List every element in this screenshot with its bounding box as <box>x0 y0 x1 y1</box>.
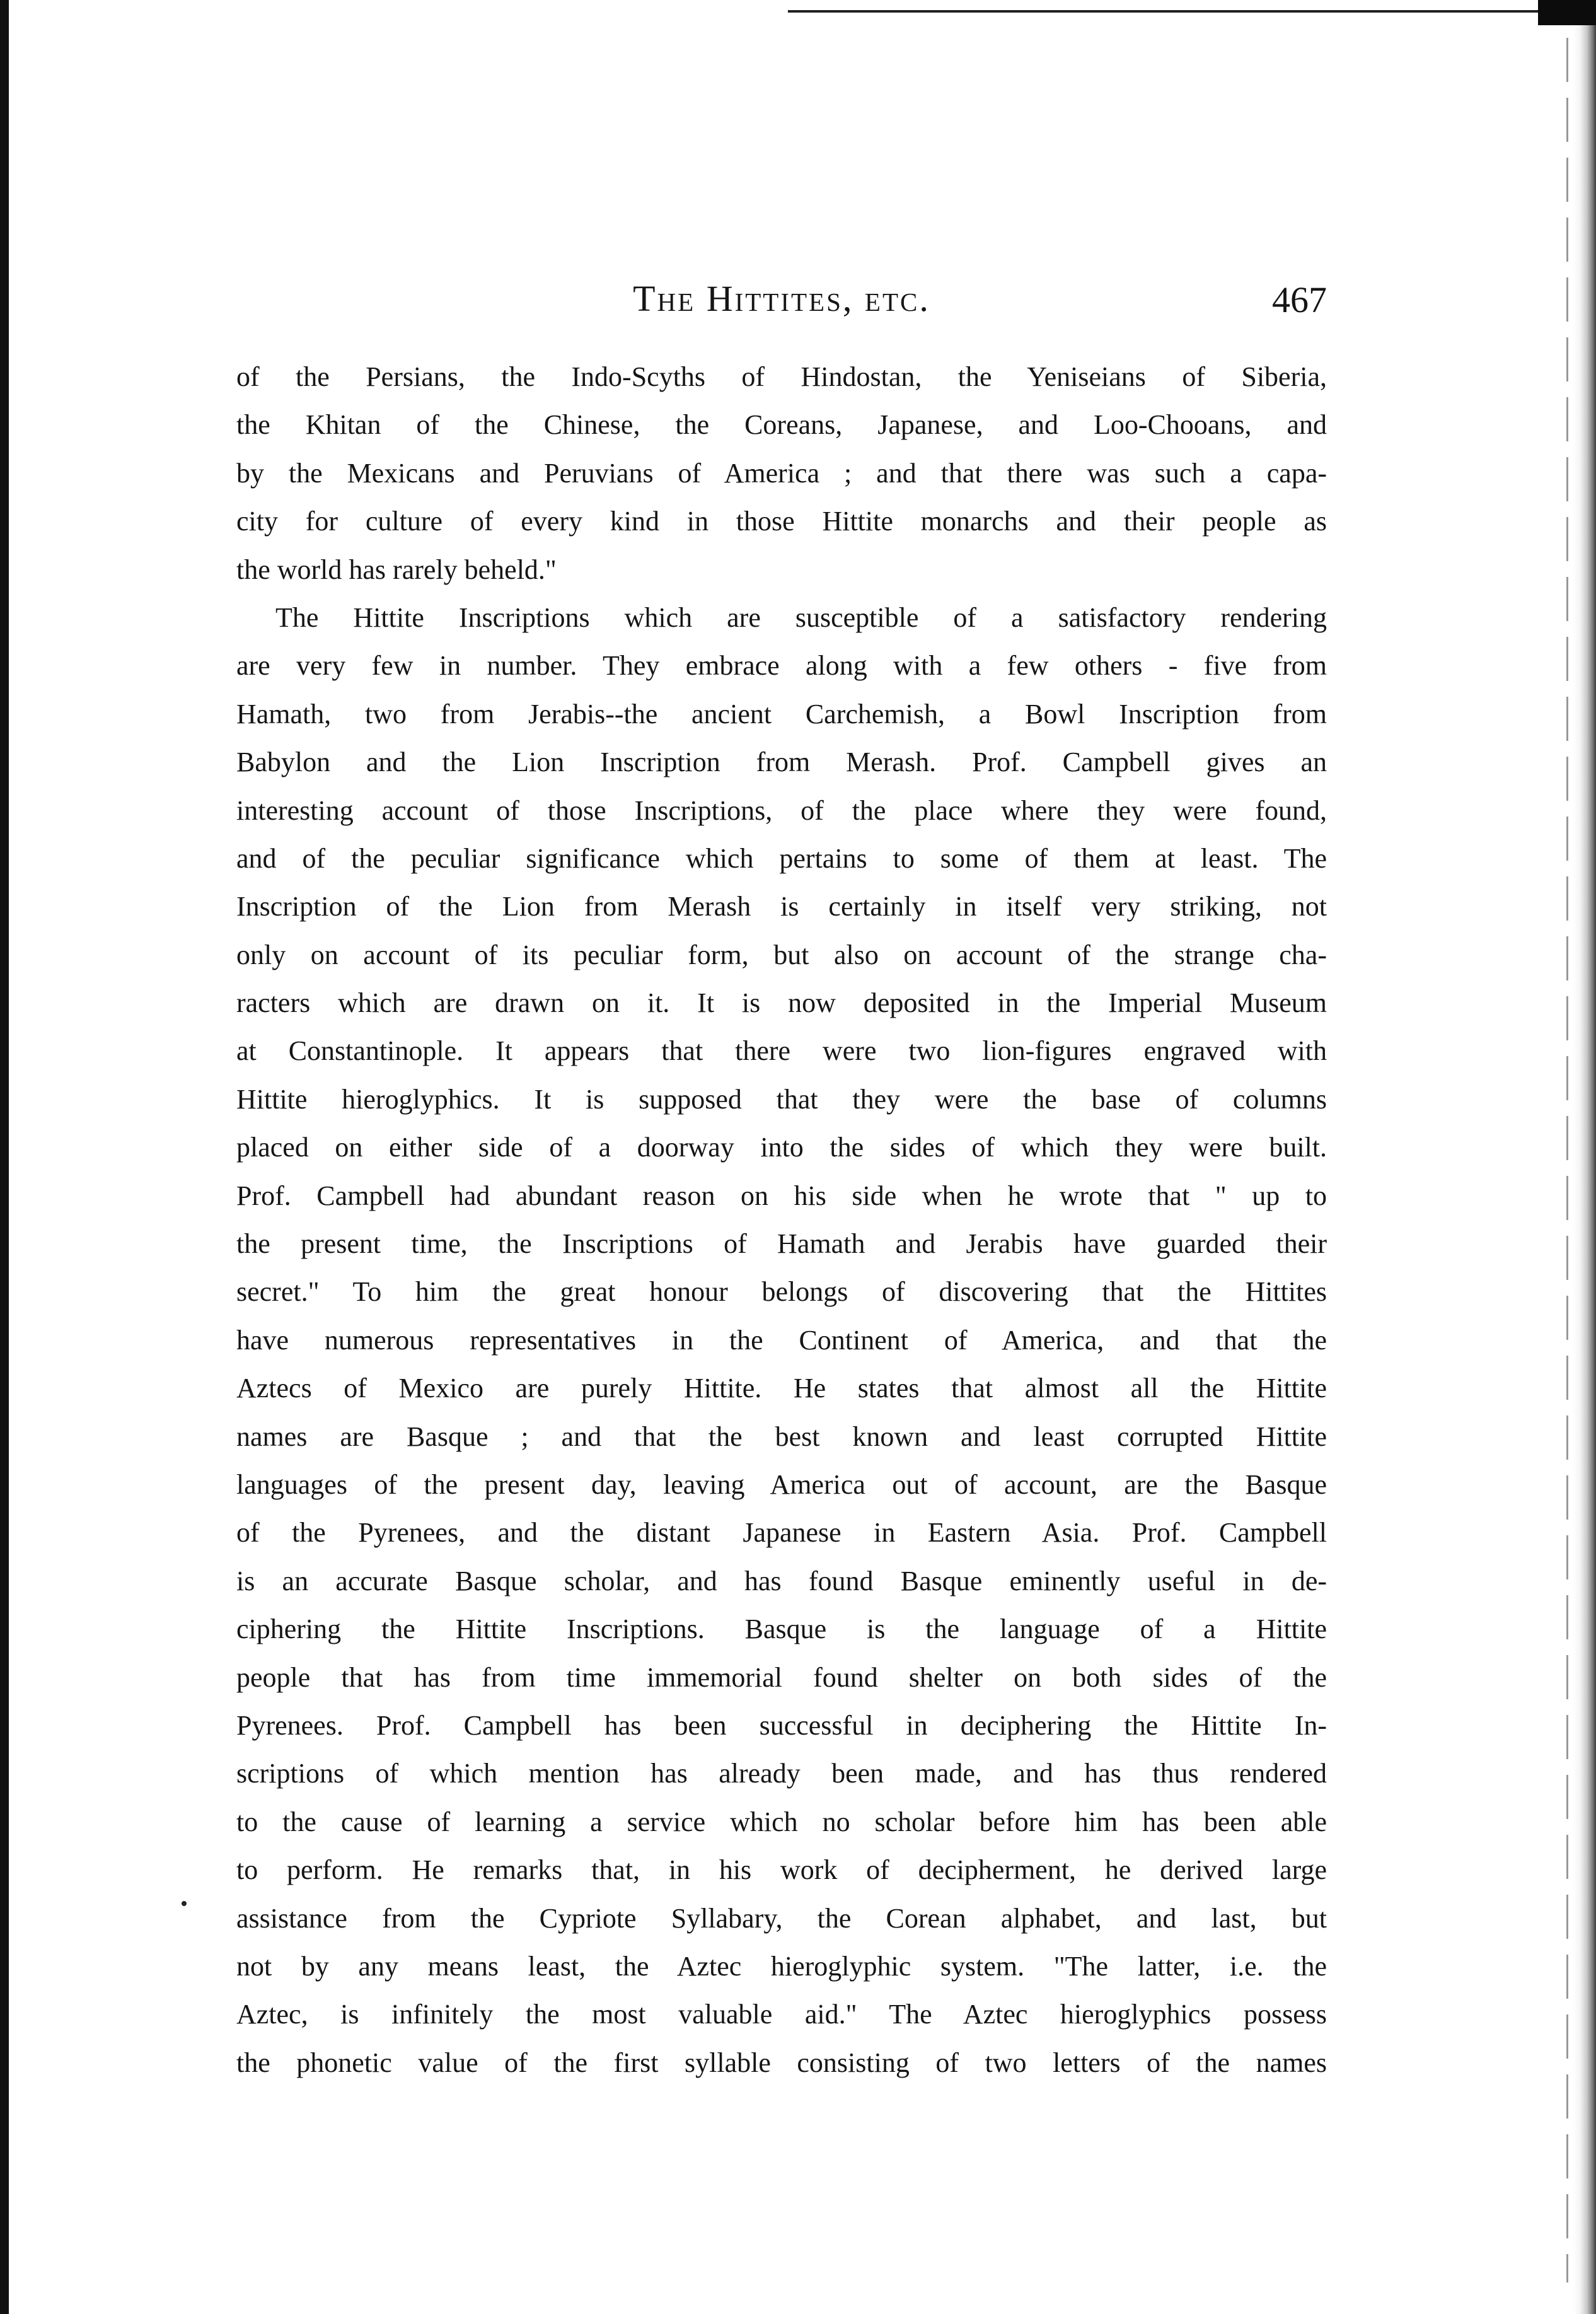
text-line: at Constantinople. It appears that there were two lion-figures engraved with <box>236 1035 1327 1067</box>
text-line: Aztec, is infinitely the most valuable aid." The Aztec hieroglyphics possess <box>236 1999 1327 2030</box>
text-line: names are Basque ; and that the best known and least corrupted Hittite <box>236 1421 1327 1452</box>
text-line: not by any means least, the Aztec hieroglyphic system. "The latter, i.e. the <box>236 1950 1327 1982</box>
scan-dot-mark <box>182 1901 187 1906</box>
text-line: scriptions of which mention has already been made, and has thus rendered <box>236 1758 1327 1789</box>
text-line: Pyrenees. Prof. Campbell has been successful in deciphering the Hittite In- <box>236 1709 1327 1741</box>
scan-left-edge <box>0 0 9 2314</box>
text-line: ciphering the Hittite Inscriptions. Basque is the language of a Hittite <box>236 1613 1327 1645</box>
text-line: Aztecs of Mexico are purely Hittite. He states that almost all the Hittite <box>236 1373 1327 1404</box>
text-line: city for culture of every kind in those Hittite monarchs and their people as <box>236 506 1327 537</box>
running-title: The Hittites, etc. <box>633 278 930 319</box>
text-line: people that has from time immemorial found shelter on both sides of the <box>236 1661 1327 1693</box>
scan-binding-shadow <box>1573 25 1596 2314</box>
text-line: interesting account of those Inscriptions, of the place where they were found, <box>236 794 1327 826</box>
text-line: to the cause of learning a service which no scholar before him has been able <box>236 1806 1327 1837</box>
scan-top-block <box>1538 0 1596 25</box>
text-line: the phonetic value of the first syllable consisting of two letters of the names <box>236 2047 1327 2078</box>
text-line: only on account of its peculiar form, but also on account of the strange cha- <box>236 939 1327 970</box>
text-line: assistance from the Cypriote Syllabary, the Corean alphabet, and last, but <box>236 1902 1327 1934</box>
text-line: the world has rarely beheld." <box>236 554 557 585</box>
text-line: to perform. He remarks that, in his work of decipherment, he derived large <box>236 1854 1327 1886</box>
text-line: Prof. Campbell had abundant reason on his side when he wrote that " up to <box>236 1180 1327 1211</box>
text-line: of the Persians, the Indo-Scyths of Hindostan, the Yeniseians of Siberia, <box>236 361 1327 392</box>
page-header <box>236 277 1327 328</box>
text-line: Hamath, two from Jerabis--the ancient Carchemish, a Bowl Inscription from <box>236 698 1327 730</box>
text-line: by the Mexicans and Peruvians of America ; and that there was such a capa- <box>236 457 1327 489</box>
scan-binding-line <box>1566 38 1568 2282</box>
text-line: languages of the present day, leaving America out of account, are the Basque <box>236 1468 1327 1500</box>
text-line: secret." To him the great honour belongs of discovering that the Hittites <box>236 1276 1327 1308</box>
text-line: racters which are drawn on it. It is now deposited in the Imperial Museum <box>236 987 1327 1019</box>
text-line: is an accurate Basque scholar, and has found Basque eminently useful in de- <box>236 1565 1327 1596</box>
scan-top-rule <box>788 10 1544 13</box>
text-line: have numerous representatives in the Continent of America, and that the <box>236 1324 1327 1356</box>
text-line: placed on either side of a doorway into the sides of which they were built. <box>236 1132 1327 1163</box>
text-line: Babylon and the Lion Inscription from Merash. Prof. Campbell gives an <box>236 747 1327 778</box>
text-line: the Khitan of the Chinese, the Coreans, Japanese, and Loo-Chooans, and <box>236 409 1327 441</box>
text-line: The Hittite Inscriptions which are susceptible of a satisfactory rendering <box>275 602 1327 633</box>
page-number: 467 <box>1272 279 1327 320</box>
text-line: the present time, the Inscriptions of Hamath and Jerabis have guarded their <box>236 1228 1327 1260</box>
text-line: and of the peculiar significance which pertains to some of them at least. The <box>236 842 1327 874</box>
text-line: Hittite hieroglyphics. It is supposed that they were the base of columns <box>236 1083 1327 1115</box>
text-line: Inscription of the Lion from Merash is certainly in itself very striking, not <box>236 891 1327 922</box>
text-line: are very few in number. They embrace along with a few others - five from <box>236 650 1327 682</box>
text-line: of the Pyrenees, and the distant Japanese in Eastern Asia. Prof. Campbell <box>236 1517 1327 1549</box>
body-text <box>236 353 1327 2087</box>
